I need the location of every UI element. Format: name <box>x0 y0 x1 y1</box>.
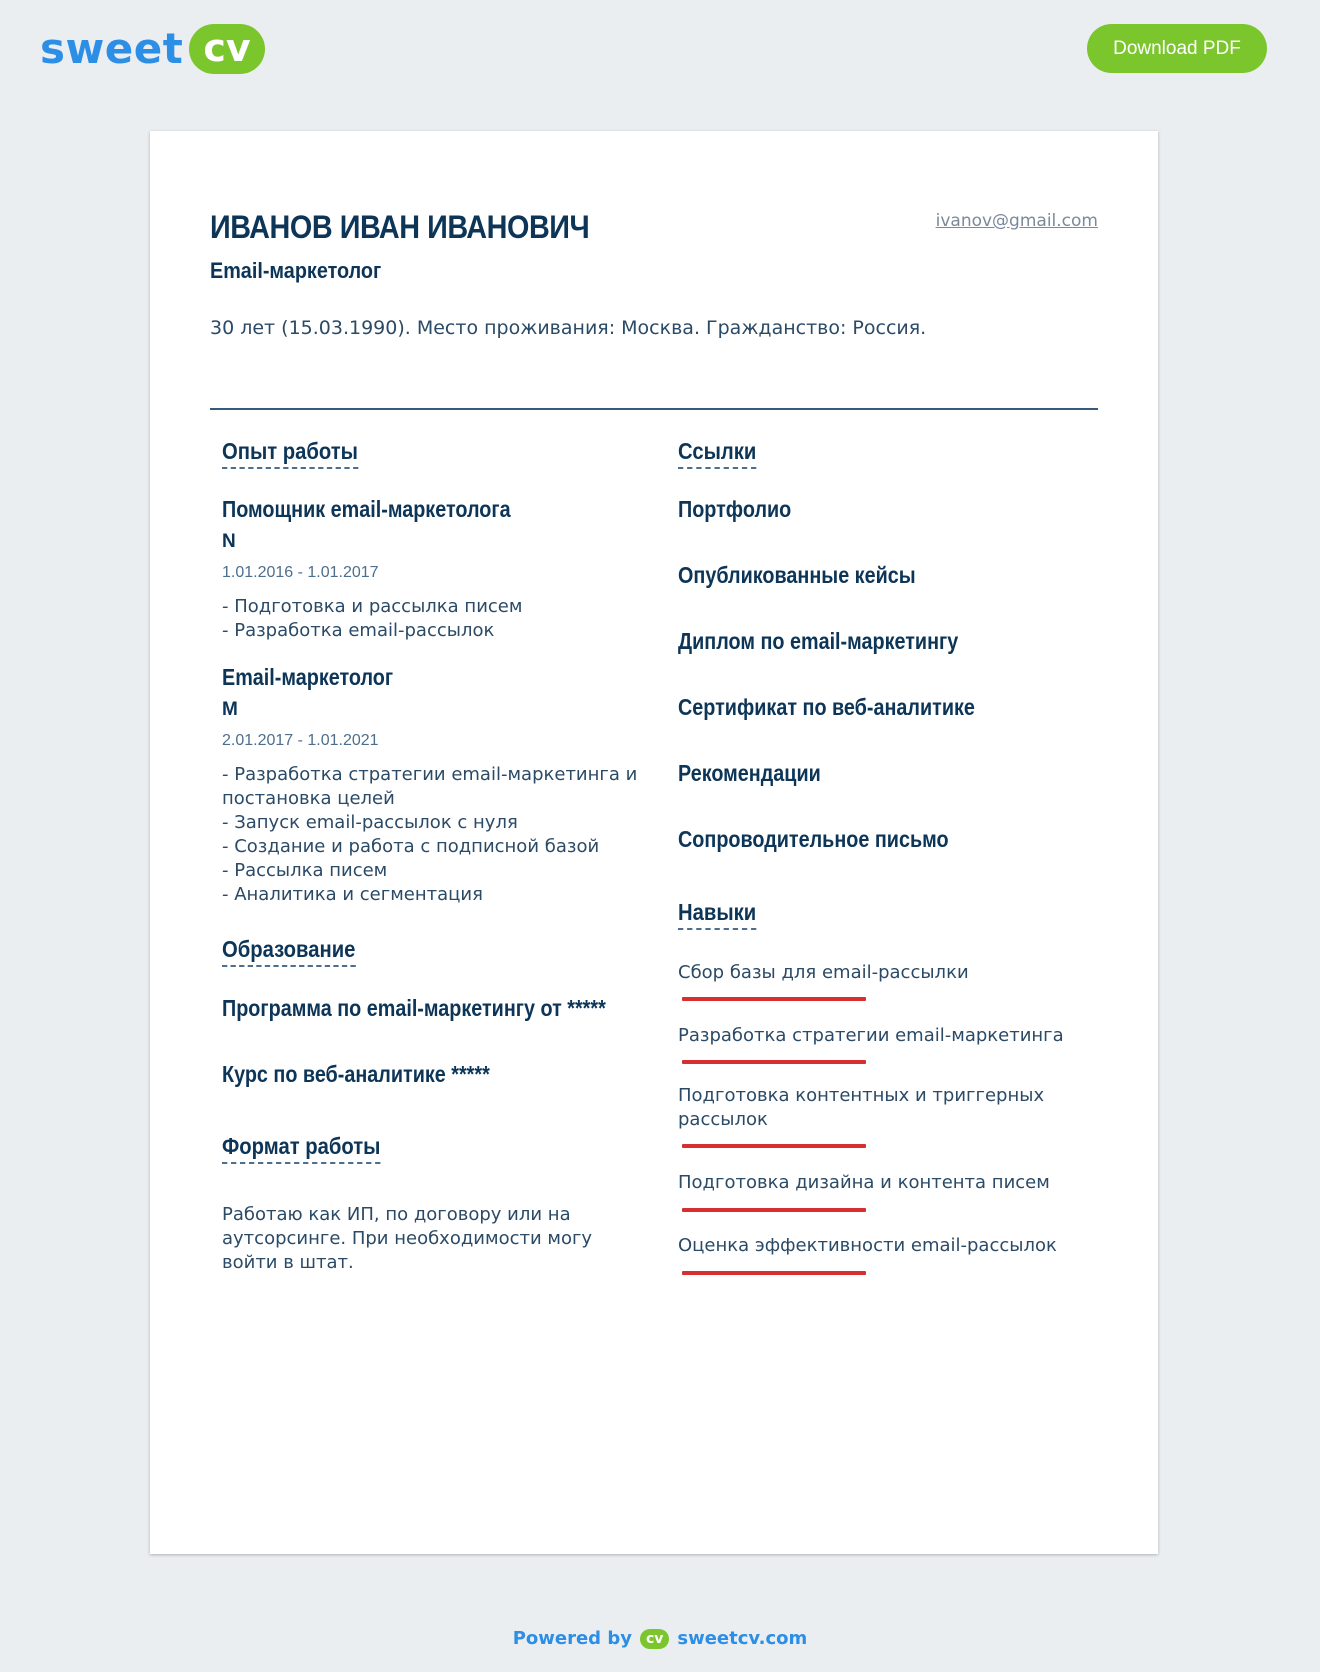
footer-logo-badge: cv <box>640 1629 669 1649</box>
footer <box>0 1628 1320 1649</box>
skill-name: Разработка стратегии email-маркетинга <box>678 1025 1064 1046</box>
link-published-cases[interactable]: Опубликованные кейсы <box>678 562 916 588</box>
resume-page <box>150 131 1158 1554</box>
skill-level-bar <box>682 997 866 1001</box>
duty-item: - Разработка email-рассылок <box>222 620 495 641</box>
personal-info: 30 лет (15.03.1990). Место проживания: Москва. Гражданство: Россия. <box>210 317 927 339</box>
email-link[interactable]: ivanov@gmail.com <box>935 211 1098 231</box>
candidate-position: Email-маркетолог <box>210 258 382 283</box>
logo-text: sweet <box>40 24 184 73</box>
duty-item: - Аналитика и сегментация <box>222 884 483 905</box>
skill-level-bar <box>682 1060 866 1064</box>
work-format-text: Работаю как ИП, по договору или на аутсорсинге. При необходимости могу войти в штат. <box>222 1204 593 1273</box>
job-dates: 2.01.2017 - 1.01.2021 <box>222 732 379 749</box>
sweetcv-logo[interactable] <box>40 24 265 74</box>
link-certificate[interactable]: Сертификат по веб-аналитике <box>678 694 975 720</box>
job-title: Email-маркетолог <box>222 664 394 690</box>
education-item: Программа по email-маркетингу от ***** <box>222 995 606 1021</box>
link-cover-letter[interactable]: Сопроводительное письмо <box>678 826 949 852</box>
job-duties <box>222 595 522 643</box>
education-item: Курс по веб-аналитике ***** <box>222 1061 490 1087</box>
duty-item: постановка целей <box>222 788 395 809</box>
link-recommendations[interactable]: Рекомендации <box>678 760 821 786</box>
experience-section-title: Опыт работы <box>222 438 358 469</box>
skill-name: Подготовка дизайна и контента писем <box>678 1172 1050 1193</box>
download-pdf-button[interactable]: Download PDF <box>1087 24 1267 73</box>
header-divider <box>210 408 1098 410</box>
skill-level-bar <box>682 1144 866 1148</box>
skill-name: Подготовка контентных и триггерных рассылок <box>678 1085 1045 1130</box>
candidate-name: ИВАНОВ ИВАН ИВАНОВИЧ <box>210 209 590 245</box>
link-portfolio[interactable]: Портфолио <box>678 496 792 522</box>
duty-item: - Рассылка писем <box>222 860 388 881</box>
job-company: N <box>222 531 236 552</box>
job-duties <box>222 763 637 907</box>
work-format-section-title: Формат работы <box>222 1133 380 1164</box>
education-section-title: Образование <box>222 936 355 967</box>
powered-by-label: Powered by <box>512 1628 632 1649</box>
logo-badge: cv <box>189 24 264 74</box>
job-dates: 1.01.2016 - 1.01.2017 <box>222 564 379 581</box>
links-section-title: Ссылки <box>678 438 756 469</box>
job-title: Помощник email-маркетолога <box>222 496 511 522</box>
duty-item: - Разработка стратегии email-маркетинга и <box>222 764 638 785</box>
link-diploma[interactable]: Диплом по email-маркетингу <box>678 628 959 654</box>
duty-item: - Запуск email-рассылок с нуля <box>222 812 518 833</box>
duty-item: - Подготовка и рассылка писем <box>222 596 523 617</box>
sweetcv-site-link[interactable]: sweetcv.com <box>677 1628 808 1649</box>
duty-item: - Создание и работа с подписной базой <box>222 836 600 857</box>
skill-name: Сбор базы для email-рассылки <box>678 962 969 983</box>
skill-name: Оценка эффективности email-рассылок <box>678 1235 1057 1256</box>
job-company: M <box>222 699 238 720</box>
skill-level-bar <box>682 1208 866 1212</box>
skill-level-bar <box>682 1271 866 1275</box>
skills-section-title: Навыки <box>678 899 756 930</box>
